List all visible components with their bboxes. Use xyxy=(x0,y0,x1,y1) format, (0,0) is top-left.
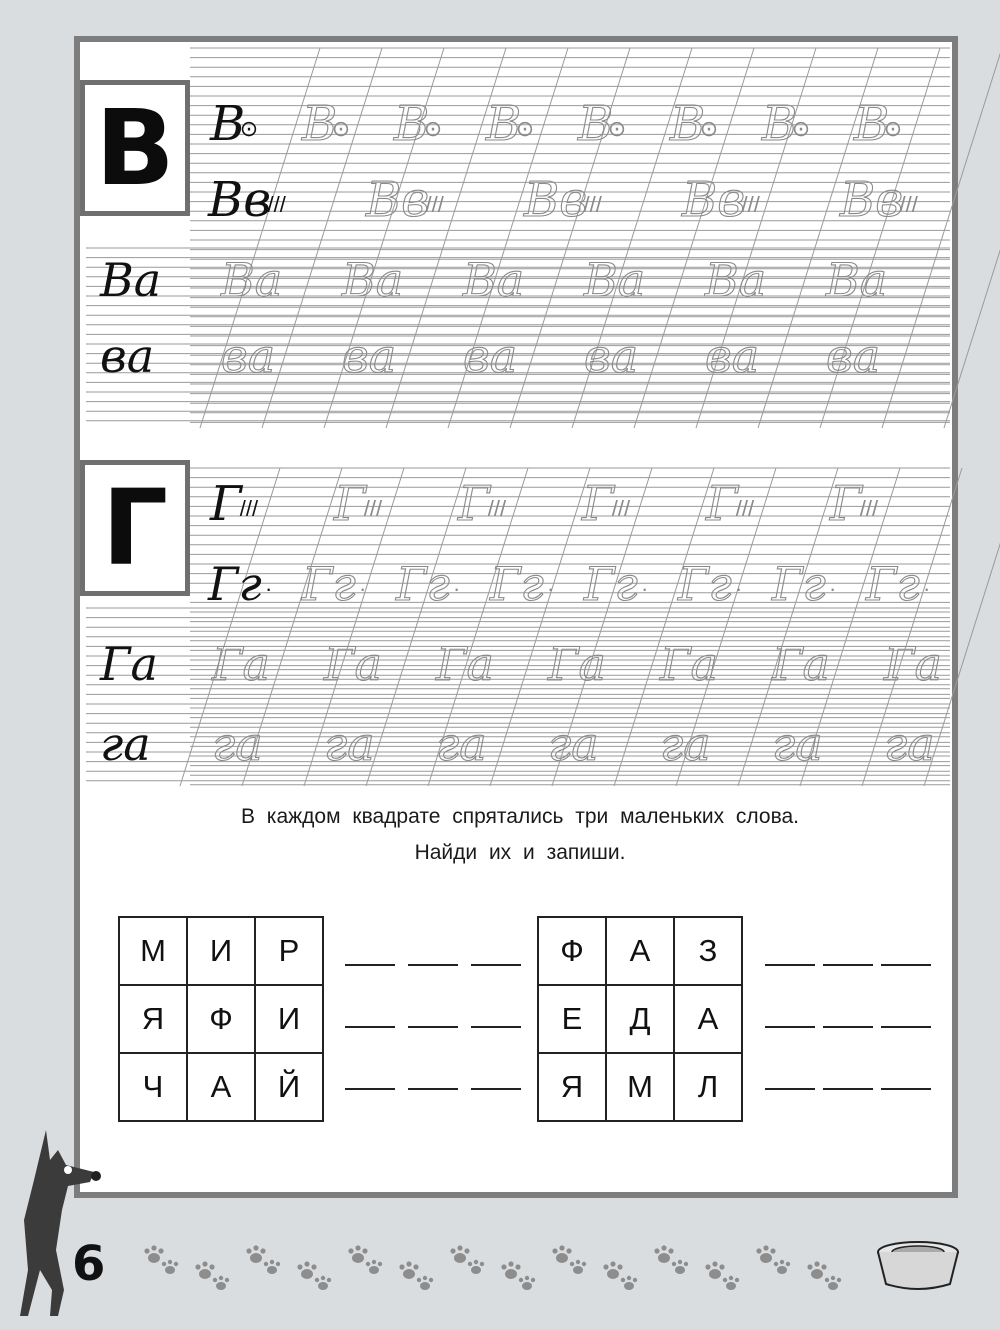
big-letter-g: Г xyxy=(101,467,169,589)
stroke-mark: /// xyxy=(363,496,383,521)
grid-cell: Я xyxy=(538,1053,606,1121)
paw-print xyxy=(195,1261,229,1290)
stroke-mark: /// xyxy=(487,496,507,521)
cursive-letter: га xyxy=(548,717,599,771)
cursive-letter: Ва xyxy=(463,253,525,307)
paw-print xyxy=(603,1261,637,1290)
cursive-letter: ва xyxy=(100,329,155,383)
cursive-letter: га xyxy=(212,717,263,771)
stroke-mark: · xyxy=(735,576,743,601)
cursive-letter: В xyxy=(210,96,246,152)
paw-print xyxy=(144,1245,178,1274)
cursive-letter: Г xyxy=(582,476,614,532)
grid-cell: Р xyxy=(255,917,323,985)
stroke-mark: ⊙ xyxy=(791,116,811,141)
cursive-letter: Вв xyxy=(682,172,746,228)
stroke-mark: /// xyxy=(899,192,918,217)
cursive-letter: га xyxy=(100,717,151,771)
stroke-mark: /// xyxy=(611,496,631,521)
stroke-mark: ⊙ xyxy=(607,116,627,141)
stroke-mark: /// xyxy=(267,192,286,217)
cursive-letter: ва xyxy=(584,329,639,383)
grid-cell: И xyxy=(255,985,323,1053)
grid-cell: М xyxy=(119,917,187,985)
cursive-letter: ва xyxy=(221,329,276,383)
paw-print xyxy=(654,1245,688,1274)
stroke-mark: · xyxy=(265,576,273,601)
cursive-letter: Гг xyxy=(396,557,450,611)
grid-cell: Ч xyxy=(119,1053,187,1121)
stroke-mark: · xyxy=(641,576,649,601)
cursive-letter: Г xyxy=(210,476,242,532)
stroke-mark: · xyxy=(359,576,367,601)
grid-cell: Е xyxy=(538,985,606,1053)
letter-grid-left xyxy=(118,916,324,1122)
cursive-letter: Га xyxy=(548,637,606,691)
grid-cell: Й xyxy=(255,1053,323,1121)
cursive-letter: Ва xyxy=(826,253,888,307)
stroke-mark: /// xyxy=(425,192,444,217)
grid-cell: А xyxy=(606,917,674,985)
cursive-letter: В xyxy=(854,96,890,152)
instruction-line-1: В каждом квадрате спрятались три маленьких слова. xyxy=(240,805,800,828)
letter-box-g xyxy=(80,460,190,596)
cursive-letter: Г xyxy=(458,476,490,532)
paw-print xyxy=(348,1245,382,1274)
cursive-letter: Ва xyxy=(705,253,767,307)
cursive-letter: Га xyxy=(324,637,382,691)
cursive-letter: Ва xyxy=(100,253,162,307)
cursive-letter: Вв xyxy=(366,172,430,228)
cursive-letter: Ва xyxy=(584,253,646,307)
cursive-letter: Га xyxy=(436,637,494,691)
big-letter-v: В xyxy=(95,87,175,209)
grid-cell: А xyxy=(674,985,742,1053)
grid-cell: А xyxy=(187,1053,255,1121)
cursive-letter: га xyxy=(772,717,823,771)
cursive-letter: ва xyxy=(342,329,397,383)
cursive-letter: В xyxy=(578,96,614,152)
cursive-letter: Ва xyxy=(342,253,404,307)
cursive-letter: ва xyxy=(826,329,881,383)
stroke-mark: ⊙ xyxy=(883,116,903,141)
cursive-letter: га xyxy=(660,717,711,771)
stroke-mark: ⊙ xyxy=(423,116,443,141)
cursive-letter: Вв xyxy=(840,172,904,228)
cursive-letter: ва xyxy=(463,329,518,383)
cursive-letter: В xyxy=(394,96,430,152)
paw-print xyxy=(705,1261,739,1290)
stroke-mark: · xyxy=(829,576,837,601)
cursive-letter: Га xyxy=(212,637,270,691)
stroke-mark: · xyxy=(453,576,461,601)
paw-print xyxy=(756,1245,790,1274)
grid-cell: М xyxy=(606,1053,674,1121)
cursive-letter: Га xyxy=(884,637,942,691)
cursive-letter: га xyxy=(884,717,935,771)
stroke-mark: · xyxy=(547,576,555,601)
cursive-letter: Г xyxy=(706,476,738,532)
cursive-letter: Вв xyxy=(524,172,588,228)
cursive-letter: Гг xyxy=(584,557,638,611)
cursive-letter: Гг xyxy=(678,557,732,611)
page-number: 6 xyxy=(72,1236,106,1292)
cursive-letter: Га xyxy=(772,637,830,691)
stroke-mark: ⊙ xyxy=(331,116,351,141)
stroke-mark: /// xyxy=(735,496,755,521)
cursive-letter: Гг xyxy=(490,557,544,611)
paw-print xyxy=(450,1245,484,1274)
cursive-letter: Вв xyxy=(208,172,272,228)
cursive-letter: Гг xyxy=(302,557,356,611)
stroke-mark: /// xyxy=(583,192,602,217)
stroke-mark: ⊙ xyxy=(515,116,535,141)
paw-print xyxy=(246,1245,280,1274)
cursive-letter: ва xyxy=(705,329,760,383)
cursive-letter: Ва xyxy=(221,253,283,307)
paw-print xyxy=(399,1261,433,1290)
cursive-letter: Г xyxy=(830,476,862,532)
cursive-letter: га xyxy=(436,717,487,771)
cursive-letter: га xyxy=(324,717,375,771)
letter-grid-right xyxy=(537,916,743,1122)
grid-cell: Ф xyxy=(538,917,606,985)
cursive-letter: В xyxy=(486,96,522,152)
bowl-icon xyxy=(870,1238,970,1298)
grid-cell: Я xyxy=(119,985,187,1053)
cursive-letter: Гг xyxy=(772,557,826,611)
cursive-letter: Га xyxy=(660,637,718,691)
letter-box-v xyxy=(80,80,190,216)
stroke-mark: /// xyxy=(741,192,760,217)
instruction-line-2: Найди их и запиши. xyxy=(414,841,626,864)
cursive-letter: Гг xyxy=(866,557,920,611)
cursive-letter: В xyxy=(302,96,338,152)
cursive-letter: В xyxy=(762,96,798,152)
grid-cell: Д xyxy=(606,985,674,1053)
paw-print xyxy=(297,1261,331,1290)
grid-cell: И xyxy=(187,917,255,985)
grid-cell: З xyxy=(674,917,742,985)
grid-cell: Л xyxy=(674,1053,742,1121)
stroke-mark: /// xyxy=(859,496,879,521)
paw-prints-icon xyxy=(140,1240,860,1300)
paw-print xyxy=(552,1245,586,1274)
cursive-letter: Г xyxy=(334,476,366,532)
stroke-mark: ⊙ xyxy=(239,116,259,141)
stroke-mark: · xyxy=(923,576,931,601)
paw-print xyxy=(807,1261,841,1290)
cursive-letter: В xyxy=(670,96,706,152)
cursive-letter: Га xyxy=(100,637,158,691)
stroke-mark: /// xyxy=(239,496,259,521)
cursive-letter: Гг xyxy=(208,557,262,611)
paw-print xyxy=(501,1261,535,1290)
stroke-mark: ⊙ xyxy=(699,116,719,141)
grid-cell: Ф xyxy=(187,985,255,1053)
